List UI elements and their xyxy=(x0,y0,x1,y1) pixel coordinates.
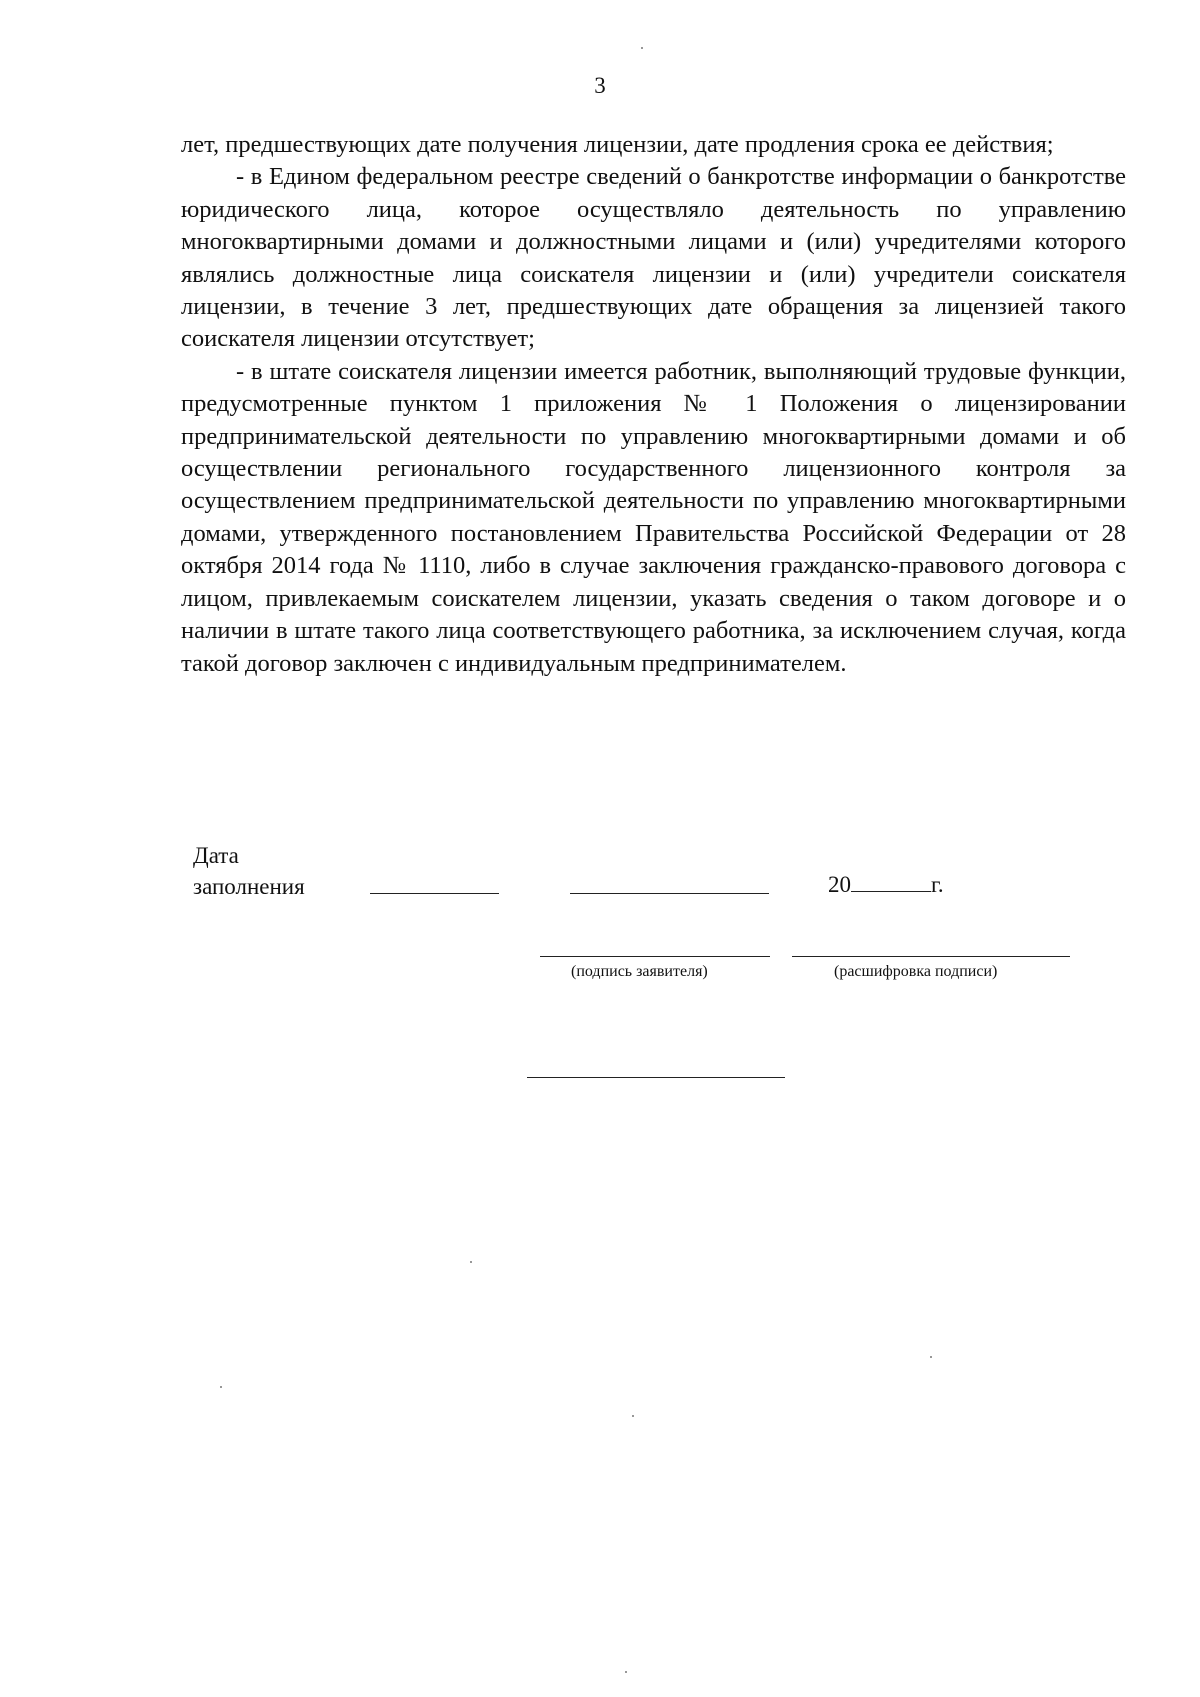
scan-speck xyxy=(632,1415,634,1417)
scan-speck xyxy=(220,1386,222,1388)
scan-speck xyxy=(470,1261,472,1263)
page-number: 3 xyxy=(594,73,606,98)
closing-rule xyxy=(527,1077,785,1078)
signature-caption: (подпись заявителя) xyxy=(571,963,708,980)
date-label-line2: заполнения xyxy=(193,874,305,899)
day-blank-line xyxy=(370,893,499,894)
date-label-line1: Дата xyxy=(193,843,239,868)
scan-speck xyxy=(641,47,643,49)
document-body xyxy=(181,129,1126,680)
month-blank-line xyxy=(570,893,769,894)
paragraph-continuation: лет, предшествующих дате получения лицензии, дате продления срока ее действия; xyxy=(181,131,1054,158)
paragraph-bankruptcy-registry: - в Едином федеральном реестре сведений о банкротстве информации о банкротстве юридического лица, которое осуществляло деятельность по управлению многоквартирными домами и должностными лицами и (или) учредителями которого являлись должностные лица соискателя лицензии и (или) учредители соискателя лицензии, в течение 3 лет, предшествующих дате обращения за лицензией такого соискателя лицензии отсутствует; xyxy=(181,163,1126,353)
year-prefix: 20 xyxy=(828,872,851,897)
scan-speck xyxy=(625,1671,627,1673)
paragraph-staff-employee: - в штате соискателя лицензии имеется работник, выполняющий трудовые функции, предусмотренные пунктом 1 приложения № 1 Положения о лицензировании предпринимательской деятельности по управлению многоквартирными домами и об осуществлении регионального государственного лицензионного контроля за осуществлением предпринимательской деятельности по управлению многоквартирными домами, утвержденного постановлением Правительства Российской Федерации от 28 октября 2014 года № 1110, либо в случае заключения гражданско-правового договора с лицом, привлекаемым соискателем лицензии, указать сведения о таком договоре и о наличии в штате такого лица соответствующего работника, за исключением случая, когда такой договор заключен с индивидуальным предпринимателем. xyxy=(181,357,1126,677)
year-blank-line xyxy=(851,869,931,892)
scan-speck xyxy=(930,1356,932,1358)
date-label xyxy=(193,840,373,902)
year-suffix: г. xyxy=(931,872,944,897)
signature-line xyxy=(540,956,770,957)
year-field xyxy=(828,869,944,900)
decoding-caption: (расшифровка подписи) xyxy=(834,963,998,980)
signature-decoding-line xyxy=(792,956,1070,957)
